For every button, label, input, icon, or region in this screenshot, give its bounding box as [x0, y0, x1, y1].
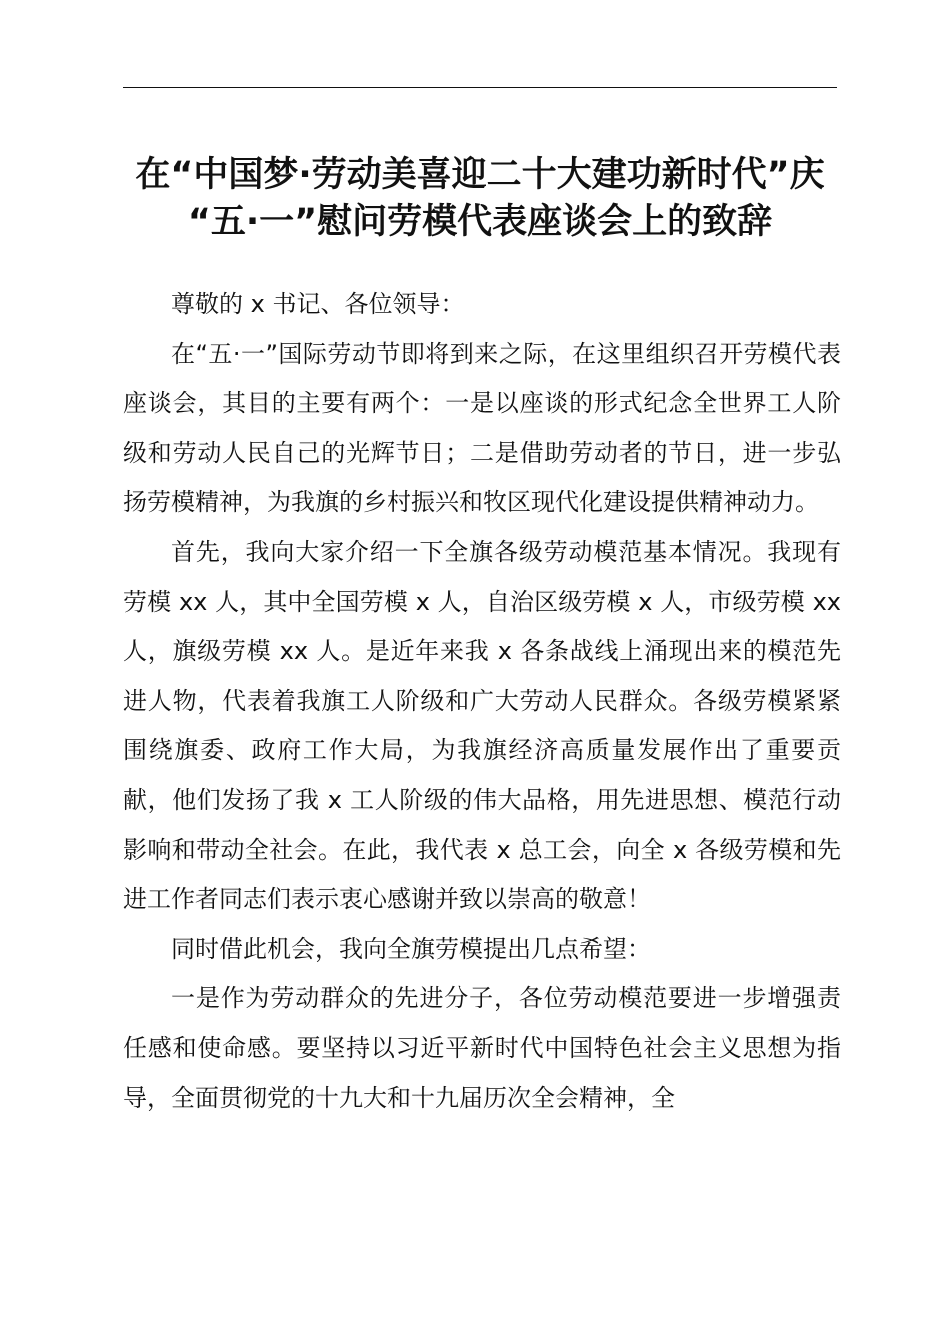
- title-line-2: “五·一”慰问劳模代表座谈会上的致辞: [187, 202, 773, 242]
- paragraph: 同时借此机会，我向全旗劳模提出几点希望：: [171, 934, 651, 963]
- header-rule: [123, 87, 837, 88]
- paragraph: 首先，我向大家介绍一下全旗各级劳动模范基本情况。我现有劳模 xx 人，其中全国劳模 x 人，自治区级劳模 x 人，市级劳模 xx 人，旗级劳模 xx 人。是近年来我 x 各条战线上涌现出来的模范先进人物，代表着我旗工人阶级和广大劳动人民群众。各级劳模紧紧围绕旗委、政府工作大局，为我旗经济高质量发展作出了重要贡献，他们发扬了我 x 工人阶级的伟大品格，用先进思想、模范行动影响和带动全社会。在此，我代表 x 总工会，向全 x 各级劳模和先进工作者同志们表示衷心感谢并致以崇高的敬意！: [123, 537, 841, 914]
- document-title: [110, 152, 850, 246]
- paragraph: 一是作为劳动群众的先进分子，各位劳动模范要进一步增强责任感和使命感。要坚持以习近平新时代中国特色社会主义思想为指导，全面贯彻党的十九大和十九届历次全会精神，全: [123, 984, 841, 1112]
- paragraph: 在“五·一”国际劳动节即将到来之际，在这里组织召开劳模代表座谈会，其目的主要有两个：一是以座谈的形式纪念全世界工人阶级和劳动人民自己的光辉节日；二是借助劳动者的节日，进一步弘扬劳模精神，为我旗的乡村振兴和牧区现代化建设提供精神动力。: [123, 339, 841, 517]
- salutation: 尊敬的 x 书记、各位领导：: [171, 290, 465, 318]
- title-line-1: 在“中国梦·劳动美喜迎二十大建功新时代”庆: [135, 155, 825, 195]
- document-body: [123, 280, 841, 1123]
